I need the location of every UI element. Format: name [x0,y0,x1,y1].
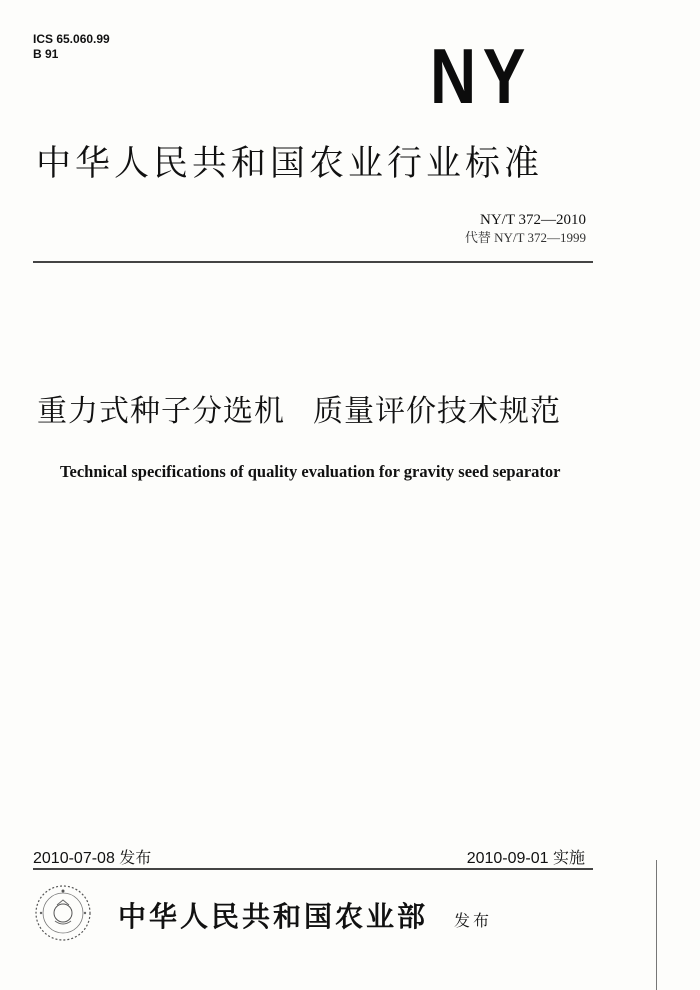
publish-date: 2010-07-08 发布 [33,850,152,867]
top-divider [33,261,593,263]
issue-label: 发布 [454,911,493,930]
scan-edge-line [656,860,657,990]
standard-number-block [465,211,586,247]
issuing-authority: 中华人民共和国农业部 [118,900,429,933]
ics-code: ICS 65.060.99 [33,32,110,46]
bottom-divider [33,868,593,870]
document-title-en: Technical specifications of quality evaluation for gravity seed separator [60,462,561,481]
ministry-seal-icon [33,883,93,943]
title-part-2: 质量评价技术规范 [313,394,561,429]
title-part-1: 重力式种子分选机 [37,394,285,429]
ny-logo: NY [430,32,532,120]
implement-date: 2010-09-01 实施 [466,850,585,867]
replaces-standard: 代替 NY/T 372—1999 [464,230,586,245]
document-title-cn [37,392,561,432]
classification-codes [33,32,110,62]
standard-type-title: 中华人民共和国农业行业标准 [36,144,544,184]
ccs-code: B 91 [33,47,59,61]
standard-number: NY/T 372—2010 [480,212,586,228]
